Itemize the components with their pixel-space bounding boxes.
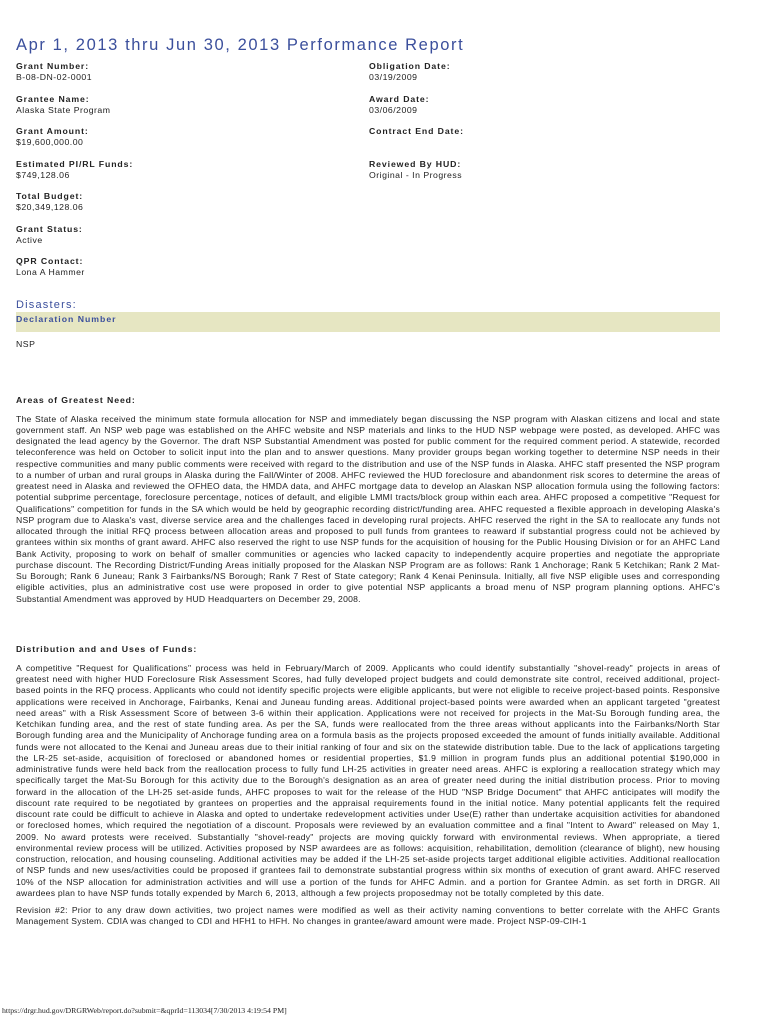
field-obligation-date xyxy=(369,61,720,94)
field-grant-status xyxy=(16,224,369,257)
field-value: $20,349,128.06 xyxy=(16,202,84,212)
field-label: Obligation Date: xyxy=(369,61,451,71)
field-label: QPR Contact: xyxy=(16,256,84,266)
field-reviewed-by-hud xyxy=(369,159,720,192)
field-label: Grantee Name: xyxy=(16,93,90,104)
field-label: Grant Number: xyxy=(16,61,90,71)
field-value: $749,128.06 xyxy=(16,169,70,180)
areas-of-need-heading: Areas of Greatest Need: xyxy=(16,394,136,405)
field-label: Reviewed By HUD: xyxy=(369,158,462,169)
field-grant-amount xyxy=(16,126,369,159)
field-value: Original - In Progress xyxy=(369,169,463,180)
field-grant-number xyxy=(16,61,369,94)
field-value: Lona A Hammer xyxy=(16,267,85,277)
grant-info-right-column xyxy=(369,61,720,289)
distribution-text: A competitive "Request for Qualifications" process was held in February/March of 2009. Applicants who could identify substantially "shovel-ready" projects in areas of greatest need with higher HUD Foreclosure Risk Assessment Scores, had fully developed project budgets and could demonstrate site control, received additional, project-based points in the RFQ process. Applicants who could not identify specific projects were eligible applicants, but were not eligible to receive project-based points. Responsive applications were received in Anchorage, Fairbanks, Kenai and Juneau funding areas. Additional project-based points were awarded when an applicant targeted "greatest need areas" with a Risk Assessment Score of between 3-6 within their application. Applications were not received for projects in the Mat-Su Borough funding area, the Ketchikan funding area, and the rest of state funding area. As per the SA, funds were reallocated from the three areas without applicants into the Fairbanks/North Star Borough funding area and the Municipality of Anchorage funding area on a formula basis as the projects proposed exceeded the amount of funds initially available. Additional funds were not allocated to the Kenai and Juneau areas due to their initial ranking of four and six on the statewide distribution table. Due to the lack of applications targeting the LR-25 set-aside, acquisition of foreclosed or abandoned homes or residential properties, $1.9 million in program funds plus an additional potential $190,000 in administrative funds were held back from the reallocation process to fully fund LH-25 activities in greater need areas. AHFC is exploring a reallocation strategy which may specifically target the Mat-Su Borough for this activity due to the Borough's designation as an area of greater need during the initial distribution process. Prior to moving forward in the allocation of the LH-25 set-aside funds, AHFC proposes to wait for the release of the HUD "NSP Bridge Document" that AHFC anticipates will modify the discount rate required to be negotiated by grantees on properties and the appraisal requirements found in the initial notice. Many potential applicants felt the required discount rate could be difficult to achieve in Alaska and opted to undertake redevelopment activities under Use(E) rather than undertake acquisition activities for abandoned or foreclosed homes, which required the negotiation of a discount. Proposals were reviewed by an evaluation committee and a final "Intent to Award" released on May 1, 2009. No award protests were received. Substantially "shovel-ready" projects are moving quickly forward with environmental reviews. When appropriate, a tiered environmental review process will be utilized. Activities proposed by NSP awardees are as follows: acquisition, rehabilitation, demolition (clearance of blight), new housing construction, relocation, and housing counseling. Additional activities may be added if the LH-25 set-aside projects target additional eligible activities. Additional reallocation of NSP funds and new uses/activities could be proposed if grantees fail to demonstrate substantial progress within six months of execution of grant award. AHFC reserved 10% of the NSP allocation for administration activities and will use a portion of the funds for AHFC Admin. and a portion for Grantee Admin. as set forth in DRGR. All awardees plan to have NSP funds totally expended by March 6, 2013, although a few projects proposedmay not be totally completed by this date. xyxy=(16,662,720,898)
grant-info-grid xyxy=(16,61,720,289)
field-value: 03/19/2009 xyxy=(369,72,418,82)
field-value: $19,600,000.00 xyxy=(16,137,84,147)
disasters-heading: Disasters: xyxy=(16,298,77,311)
grant-info-left-column xyxy=(16,61,369,289)
field-qpr-contact xyxy=(16,256,369,289)
field-label: Contract End Date: xyxy=(369,126,464,136)
field-value: 03/06/2009 xyxy=(369,104,418,115)
field-grantee-name xyxy=(16,94,369,127)
distribution-heading: Distribution and and Uses of Funds: xyxy=(16,643,198,654)
field-total-budget xyxy=(16,191,369,224)
report-page xyxy=(16,36,720,928)
field-label: Grant Amount: xyxy=(16,126,89,136)
declaration-number-value: NSP xyxy=(16,338,36,349)
field-estimated-pi-rl-funds xyxy=(16,159,369,192)
report-title: Apr 1, 2013 thru Jun 30, 2013 Performance Report xyxy=(16,36,465,54)
revision-text: Revision #2: Prior to any draw down activities, two project names were modified as well as their activity naming conventions to better correlate with the AHFC Grants Management System. CDIA was changed to CDI and HFH1 to HFH. No changes in grantee/award amount were made. Project NSP-09-CIH-1 xyxy=(16,905,720,927)
field-label: Total Budget: xyxy=(16,191,84,201)
areas-of-need-text: The State of Alaska received the minimum state formula allocation for NSP and immediately began discussing the NSP program with Alaskan citizens and local and state government staff. An NSP web page was established on the AHFC website and NSP materials and links to the HUD NSP webpage were posted, as developed. AHFC was designated the lead agency by the Governor. The draft NSP Substantial Amendment was posted for public comment for the required comment period. A statewide, recorded teleconference was held on October to solicit input into the plan and to answer questions. Many provider groups began working together to determine NSP needs in their respective communities and many public comments were received with regard to the distribution and use of the NSP funds in Alaska. AHFC staff presented the NSP program to a number of urban and rural groups in Alaska during the Fall/Winter of 2008. AHFC reviewed the HUD foreclosure and abandonment risk scores to determine the areas of greatest need in Alaska and reviewed the OFHEO data, the HMDA data, and AHFC mortgage data to develop an Alaskan NSP allocation formula using the following factors: potential subprime percentage, foreclosure percentage, notices of default, and eligible LMMI tracts/block group within each area. AHFC proposed a competitive "Request for Qualifications" competition for funds in the SA which would be held by geographic recording district/funding area. AHFC requested a flexible approach in developing Alaska's NSP program due to Alaska's vast, diverse service area and the challenges faced in developing rural projects. AHFC reserved the right in the SA to reallocate any funds not allocated through the initial RFQ process between allocation areas and proposed to pull funds from grantees to reaward if substantial progress could not be achieved by grantees within six months of grant award. AHFC also reserved the right to use NSP funds for the acquisition of housing for the Public Housing Division or for an AHFC Land Bank Activity, proposing to work on behalf of smaller communities or agencies who lacked capacity to independently acquire properties and negotiate the appropriate purchase discount. The Recording District/Funding Areas initially proposed for the Alaskan NSP Program are as follows: Rank 1 Anchorage; Rank 5 Ketchikan; Rank 2 Mat-Su Borough; Rank 6 Juneau; Rank 3 Fairbanks/NS Borough; Rank 7 Rest of State category; Rank 4 Kenai Peninsula. Initially, all five NSP eligible uses and corresponding eligible activities, plus an administrative cost use were proposed in order to give potential NSP applicants a broad menu of NSP program planning options. AHFC's Substantial Amendment was approved by HUD Headquarters on December 29, 2008. xyxy=(16,413,720,604)
field-value: Alaska State Program xyxy=(16,104,111,115)
field-contract-end-date xyxy=(369,126,720,159)
field-label: Award Date: xyxy=(369,93,430,104)
field-award-date xyxy=(369,94,720,127)
field-value: Active xyxy=(16,234,43,245)
field-label: Grant Status: xyxy=(16,223,83,234)
field-label: Estimated PI/RL Funds: xyxy=(16,158,134,169)
field-value: B-08-DN-02-0001 xyxy=(16,72,93,82)
declaration-number-header: Declaration Number xyxy=(16,312,720,332)
page-footer-url: https://drgr.hud.gov/DRGRWeb/report.do?submit=&qprId=113034[7/30/2013 4:19:54 PM] xyxy=(2,1006,287,1015)
